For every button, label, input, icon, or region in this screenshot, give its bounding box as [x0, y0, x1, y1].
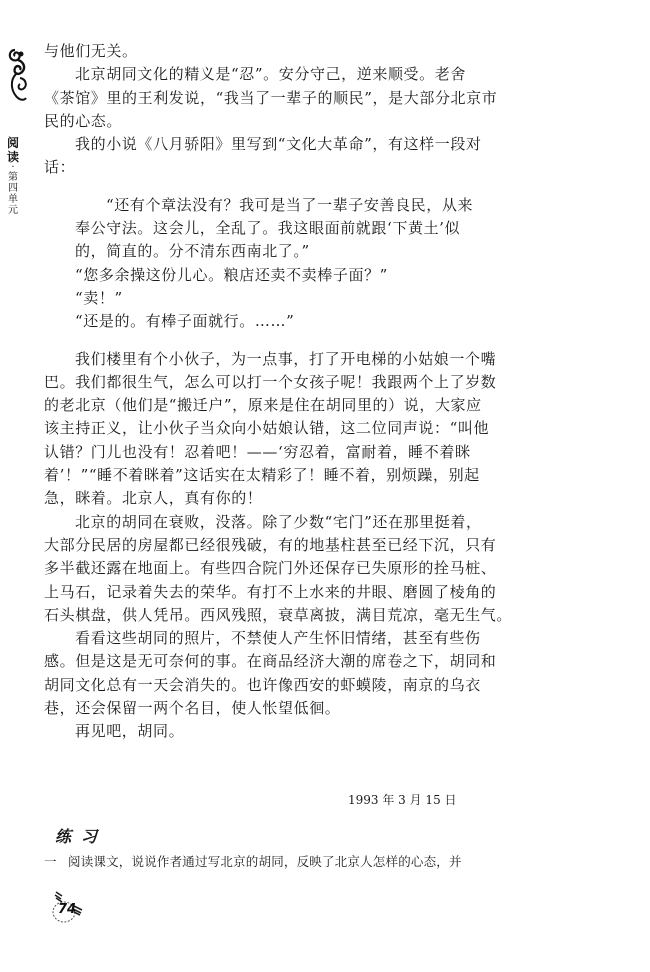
paragraph-gap: [44, 334, 514, 348]
text-line: 我们楼里有个小伙子，为一点事，打了开电梯的小姑娘一个嘴: [75, 349, 497, 368]
floral-ornament-icon: [6, 46, 32, 104]
exercise-number: 一: [44, 854, 57, 869]
side-label-char: 第: [8, 172, 18, 183]
text-line: 再见吧，胡同。: [75, 722, 185, 741]
dialogue-line: 奉公守法。这会儿，全乱了。我这眼面前就跟‘下黄土’似: [75, 219, 461, 238]
text-line: 胡同文化总有一天会消失的。也许像西安的虾蟆陵，南京的乌衣: [44, 675, 481, 694]
side-label-separator: ·: [11, 162, 15, 173]
text-line: 北京的胡同在衰败，没落。除了少数“宅门”还在那里挺着，: [75, 512, 482, 531]
text-line: 感。但是这是无可奈何的事。在商品经济大潮的席卷之下，胡同和: [44, 652, 497, 671]
article-date: 1993 年 3 月 15 日: [348, 793, 457, 807]
dialogue-line: “卖！”: [75, 288, 123, 307]
text-line: 巷，还会保留一两个名目，使人怅望低徊。: [44, 699, 341, 718]
text-line: 大部分民居的房屋都已经很残破，有的地基柱甚至已经下沉，只有: [44, 535, 497, 554]
side-label-char: 读: [6, 150, 19, 164]
dialogue-line: “还有个章法没有？我可是当了一辈子安善良民，从来: [106, 195, 474, 214]
text-line: 急，眯着。北京人，真有你的！: [44, 489, 263, 508]
side-label-char: 四: [8, 183, 18, 194]
text-line: 看看这些胡同的照片，不禁使人产生怀旧情绪，甚至有些伤: [75, 629, 481, 648]
side-label-char: 阅: [6, 136, 19, 150]
paragraph-gap: [44, 180, 514, 194]
text-line: 认错？门儿也没有！忍着吧！——‘穷忍着，富耐着，睡不着眯: [44, 442, 471, 461]
text-line: 民的心态。: [44, 111, 123, 130]
text-line: 该主持正义，让小伙子当众向小姑娘认错，这二位同声说：“叫他: [44, 419, 490, 438]
exercise-item: [44, 852, 462, 870]
text-line: 的老北京（他们是“搬迁户”，原来是住在胡同里的）说，大家应: [44, 396, 482, 415]
text-line: 《茶馆》里的王利发说，“我当了一辈子的顺民”，是大部分北京市: [44, 88, 498, 107]
exercises-heading: 练习: [55, 827, 108, 846]
side-label-char: 单: [8, 194, 18, 205]
text-line: 巴。我们都很生气，怎么可以打一个女孩子呢！我跟两个上了岁数: [44, 372, 497, 391]
text-line: 上马石，记录着失去的荣华。有打不上水来的井眼、磨圆了棱角的: [44, 582, 497, 601]
article-body: [44, 40, 514, 744]
page-number: 74: [58, 902, 77, 917]
exercise-text: 阅读课文，说说作者通过写北京的胡同，反映了北京人怎样的心态，并: [68, 854, 462, 869]
text-line: 石头棋盘，供人凭吊。西风残照，衰草离披，满目荒凉，毫无生气。: [44, 605, 513, 624]
text-line: 多半截还露在地面上。有些四合院门外还保存已失原形的拴马桩、: [44, 559, 497, 578]
side-label-char: 元: [8, 205, 18, 216]
page-number-badge: [44, 890, 88, 926]
text-line: 话：: [44, 158, 76, 177]
text-line: 我的小说《八月骄阳》里写到“文化大革命”，有这样一段对: [75, 135, 482, 154]
text-line: 与他们无关。: [44, 42, 138, 60]
unit-side-label: [6, 136, 20, 216]
text-line: 北京胡同文化的精义是“忍”。安分守己，逆来顺受。老舍: [75, 65, 466, 84]
text-line: 着’！”“睡不着眯着”这话实在太精彩了！睡不着，别烦躁，别起: [44, 466, 480, 485]
dialogue-line: “您多余操这份儿心。粮店还卖不卖棒子面？”: [75, 265, 388, 284]
dialogue-line: “还是的。有棒子面就行。……”: [75, 312, 295, 331]
dialogue-line: 的，简直的。分不清东西南北了。”: [75, 242, 310, 261]
